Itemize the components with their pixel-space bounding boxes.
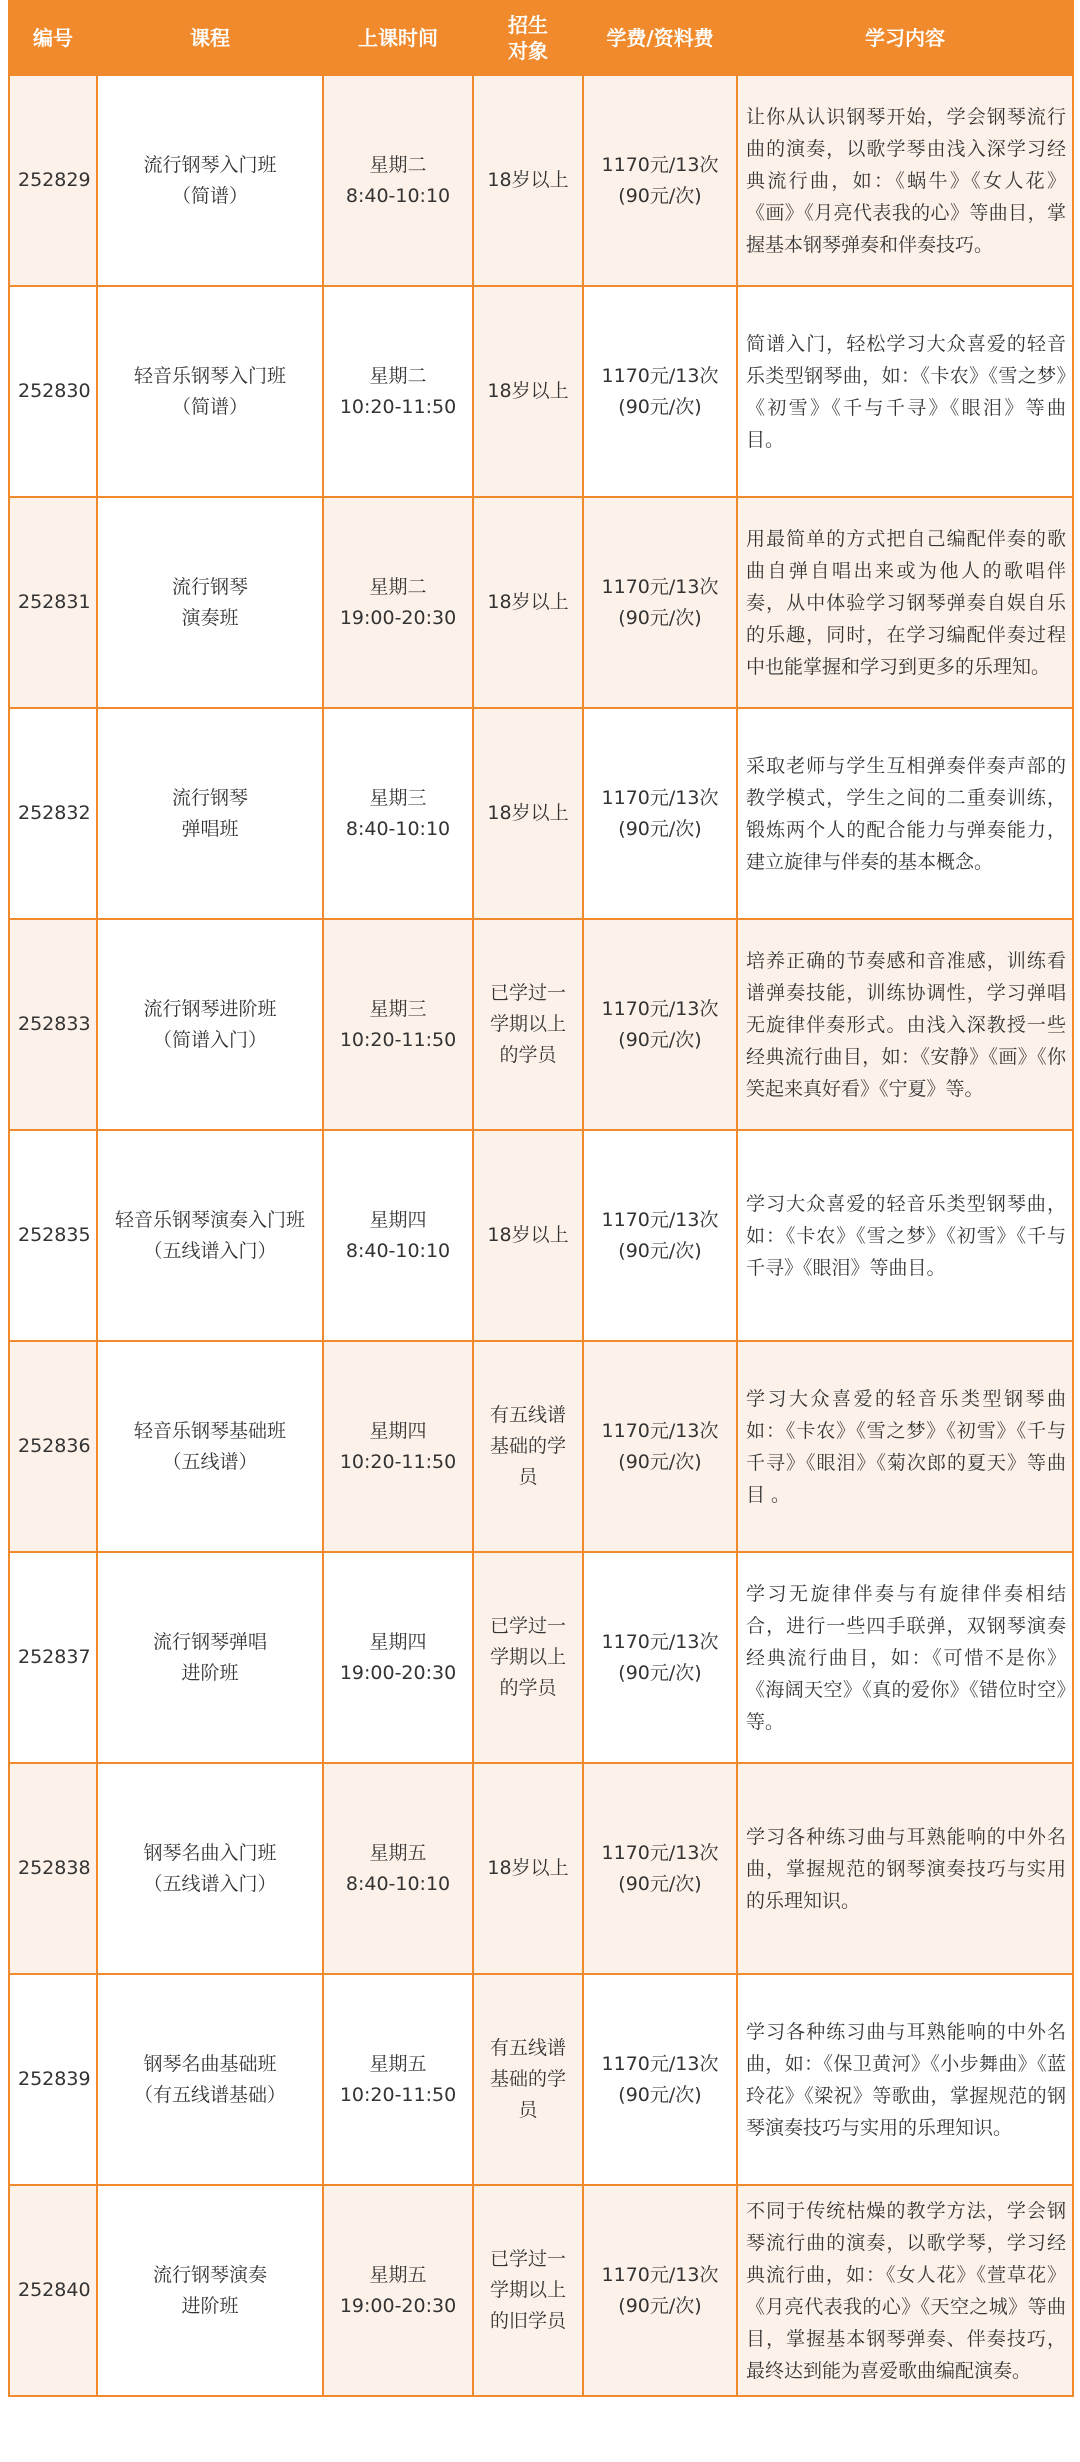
table-row	[9, 1341, 1073, 1552]
class-day: 星期四	[369, 1419, 427, 1442]
course-name-line1: 流行钢琴	[171, 575, 248, 598]
tuition-fee	[583, 1974, 737, 2185]
table-body	[9, 75, 1073, 2396]
class-time	[323, 1341, 473, 1552]
target-line2: 学期以上	[489, 2279, 566, 2301]
fee-per-class: (90元/次)	[618, 1028, 702, 1051]
class-hours: 10:20-11:50	[339, 2083, 457, 2106]
course-name-line2: 进阶班	[181, 2294, 239, 2317]
target-line1: 18岁以上	[487, 802, 569, 824]
course-name	[97, 708, 323, 919]
class-hours: 8:40-10:10	[345, 184, 451, 207]
enrollment-target	[473, 919, 583, 1130]
target-line3: 的学员	[499, 1044, 557, 1066]
header-target-line1: 招生	[508, 13, 548, 37]
class-day: 星期三	[369, 786, 427, 809]
class-day: 星期五	[369, 2052, 427, 2075]
table-row	[9, 2185, 1073, 2396]
enrollment-target	[473, 75, 583, 286]
fee-per-class: (90元/次)	[618, 2294, 702, 2317]
fee-per-class: (90元/次)	[618, 2083, 702, 2106]
target-line2: 基础的学	[489, 2068, 566, 2090]
course-content: 学习各种练习曲与耳熟能响的中外名曲，如：《保卫黄河》《小步舞曲》《蓝玲花》《梁祝》等歌曲，掌握规范的钢琴演奏技巧与实用的乐理知识。	[737, 1974, 1073, 2185]
target-line3: 的学员	[499, 1677, 557, 1699]
course-id: 252836	[9, 1341, 97, 1552]
course-id: 252832	[9, 708, 97, 919]
class-hours: 8:40-10:10	[345, 1872, 451, 1895]
course-content: 采取老师与学生互相弹奏伴奏声部的教学模式，学生之间的二重奏训练，锻炼两个人的配合能力与弹奏能力，建立旋律与伴奏的基本概念。	[737, 708, 1073, 919]
course-name-line1: 轻音乐钢琴入门班	[133, 364, 286, 387]
fee-total: 1170元/13次	[601, 2052, 719, 2075]
course-name-line1: 轻音乐钢琴演奏入门班	[114, 1208, 305, 1231]
course-name-line2: （五线谱入门）	[143, 1872, 277, 1895]
enrollment-target	[473, 2185, 583, 2396]
course-content: 让你从认识钢琴开始，学会钢琴流行曲的演奏，以歌学琴由浅入深学习经典流行曲，如：《蜗牛》《女人花》《画》《月亮代表我的心》等曲目，掌握基本钢琴弹奏和伴奏技巧。	[737, 75, 1073, 286]
course-id: 252833	[9, 919, 97, 1130]
course-content: 学习大众喜爱的轻音乐类型钢琴曲 如：《卡农》《雪之梦》《初雪》《千与千寻》《眼泪》《菊次郎的夏天》等曲目 。	[737, 1341, 1073, 1552]
enrollment-target	[473, 497, 583, 708]
target-line1: 有五线谱	[489, 1404, 566, 1426]
course-name-line2: （简谱）	[171, 395, 248, 418]
header-id: 编号	[9, 1, 97, 75]
class-hours: 8:40-10:10	[345, 1239, 451, 1262]
course-content: 学习大众喜爱的轻音乐类型钢琴曲，如：《卡农》《雪之梦》《初雪》《千与千寻》《眼泪》等曲目。	[737, 1130, 1073, 1341]
course-name-line2: （简谱入门）	[152, 1028, 267, 1051]
fee-per-class: (90元/次)	[618, 184, 702, 207]
course-id: 252837	[9, 1552, 97, 1763]
tuition-fee	[583, 75, 737, 286]
course-id: 252829	[9, 75, 97, 286]
fee-total: 1170元/13次	[601, 2263, 719, 2286]
course-name-line2: （五线谱入门）	[143, 1239, 277, 1262]
target-line3: 的旧学员	[489, 2310, 566, 2332]
header-row	[9, 1, 1073, 75]
table-row	[9, 286, 1073, 497]
fee-total: 1170元/13次	[601, 575, 719, 598]
target-line1: 已学过一	[489, 2248, 566, 2270]
target-line1: 18岁以上	[487, 380, 569, 402]
fee-per-class: (90元/次)	[618, 1450, 702, 1473]
course-table	[8, 0, 1074, 2397]
class-hours: 10:20-11:50	[339, 395, 457, 418]
header-course: 课程	[97, 1, 323, 75]
class-time	[323, 708, 473, 919]
enrollment-target	[473, 286, 583, 497]
class-day: 星期四	[369, 1630, 427, 1653]
class-time	[323, 919, 473, 1130]
tuition-fee	[583, 1341, 737, 1552]
fee-total: 1170元/13次	[601, 997, 719, 1020]
target-line1: 已学过一	[489, 1615, 566, 1637]
target-line2: 基础的学	[489, 1435, 566, 1457]
tuition-fee	[583, 2185, 737, 2396]
course-content: 学习各种练习曲与耳熟能响的中外名曲，掌握规范的钢琴演奏技巧与实用的乐理知识。	[737, 1763, 1073, 1974]
class-day: 星期三	[369, 997, 427, 1020]
course-name-line2: 演奏班	[181, 606, 239, 629]
class-time	[323, 1974, 473, 2185]
course-id: 252830	[9, 286, 97, 497]
table-row	[9, 75, 1073, 286]
course-name-line1: 钢琴名曲基础班	[143, 2052, 277, 2075]
course-name	[97, 2185, 323, 2396]
class-time	[323, 1763, 473, 1974]
tuition-fee	[583, 286, 737, 497]
fee-per-class: (90元/次)	[618, 817, 702, 840]
tuition-fee	[583, 497, 737, 708]
target-line1: 18岁以上	[487, 169, 569, 191]
course-name-line1: 流行钢琴	[171, 786, 248, 809]
table-row	[9, 497, 1073, 708]
fee-per-class: (90元/次)	[618, 606, 702, 629]
table-row	[9, 1130, 1073, 1341]
course-content: 学习无旋律伴奏与有旋律伴奏相结合，进行一些四手联弹，双钢琴演奏经典流行曲目，如：《可惜不是你》《海阔天空》《真的爱你》《错位时空》等。	[737, 1552, 1073, 1763]
course-name	[97, 1974, 323, 2185]
course-id: 252838	[9, 1763, 97, 1974]
table-row	[9, 1552, 1073, 1763]
tuition-fee	[583, 708, 737, 919]
course-id: 252839	[9, 1974, 97, 2185]
target-line2: 学期以上	[489, 1646, 566, 1668]
fee-total: 1170元/13次	[601, 364, 719, 387]
course-name	[97, 497, 323, 708]
target-line1: 已学过一	[489, 982, 566, 1004]
fee-per-class: (90元/次)	[618, 1872, 702, 1895]
class-day: 星期二	[369, 153, 427, 176]
course-id: 252835	[9, 1130, 97, 1341]
class-hours: 19:00-20:30	[339, 2294, 457, 2317]
header-target	[473, 1, 583, 75]
fee-per-class: (90元/次)	[618, 395, 702, 418]
fee-per-class: (90元/次)	[618, 1661, 702, 1684]
course-name	[97, 1763, 323, 1974]
fee-total: 1170元/13次	[601, 153, 719, 176]
fee-total: 1170元/13次	[601, 1419, 719, 1442]
class-day: 星期二	[369, 575, 427, 598]
header-fee: 学费/资料费	[583, 1, 737, 75]
enrollment-target	[473, 1763, 583, 1974]
course-name	[97, 1130, 323, 1341]
class-time	[323, 75, 473, 286]
tuition-fee	[583, 1130, 737, 1341]
enrollment-target	[473, 708, 583, 919]
course-name-line2: （有五线谱基础）	[133, 2083, 286, 2106]
course-content: 简谱入门，轻松学习大众喜爱的轻音乐类型钢琴曲，如：《卡农》《雪之梦》《初雪》《千与千寻》《眼泪》等曲目。	[737, 286, 1073, 497]
table-header	[9, 1, 1073, 75]
header-target-line2: 对象	[508, 39, 548, 63]
course-name-line1: 流行钢琴弹唱	[152, 1630, 267, 1653]
fee-total: 1170元/13次	[601, 1630, 719, 1653]
tuition-fee	[583, 919, 737, 1130]
target-line1: 有五线谱	[489, 2037, 566, 2059]
course-name-line2: 弹唱班	[181, 817, 239, 840]
table-row	[9, 919, 1073, 1130]
class-time	[323, 497, 473, 708]
course-name	[97, 919, 323, 1130]
course-name	[97, 1341, 323, 1552]
enrollment-target	[473, 1974, 583, 2185]
header-content: 学习内容	[737, 1, 1073, 75]
fee-total: 1170元/13次	[601, 1208, 719, 1231]
class-hours: 10:20-11:50	[339, 1450, 457, 1473]
course-name-line1: 流行钢琴演奏	[152, 2263, 267, 2286]
class-day: 星期四	[369, 1208, 427, 1231]
class-day: 星期五	[369, 2263, 427, 2286]
course-name-line1: 轻音乐钢琴基础班	[133, 1419, 286, 1442]
target-line3: 员	[518, 2099, 538, 2121]
class-time	[323, 1552, 473, 1763]
target-line1: 18岁以上	[487, 1857, 569, 1879]
class-day: 星期五	[369, 1841, 427, 1864]
fee-total: 1170元/13次	[601, 1841, 719, 1864]
fee-per-class: (90元/次)	[618, 1239, 702, 1262]
class-hours: 19:00-20:30	[339, 1661, 457, 1684]
course-name	[97, 286, 323, 497]
course-name-line1: 流行钢琴入门班	[143, 153, 277, 176]
course-id: 252840	[9, 2185, 97, 2396]
course-schedule	[8, 0, 1072, 2397]
course-name-line1: 钢琴名曲入门班	[143, 1841, 277, 1864]
class-hours: 10:20-11:50	[339, 1028, 457, 1051]
tuition-fee	[583, 1552, 737, 1763]
target-line1: 18岁以上	[487, 1224, 569, 1246]
course-name-line2: （五线谱）	[162, 1450, 258, 1473]
course-name-line2: 进阶班	[181, 1661, 239, 1684]
header-time: 上课时间	[323, 1, 473, 75]
table-row	[9, 1763, 1073, 1974]
target-line1: 18岁以上	[487, 591, 569, 613]
course-name	[97, 1552, 323, 1763]
enrollment-target	[473, 1341, 583, 1552]
target-line3: 员	[518, 1466, 538, 1488]
fee-total: 1170元/13次	[601, 786, 719, 809]
course-id: 252831	[9, 497, 97, 708]
class-time	[323, 2185, 473, 2396]
table-row	[9, 708, 1073, 919]
class-day: 星期二	[369, 364, 427, 387]
table-row	[9, 1974, 1073, 2185]
tuition-fee	[583, 1763, 737, 1974]
target-line2: 学期以上	[489, 1013, 566, 1035]
enrollment-target	[473, 1130, 583, 1341]
class-hours: 8:40-10:10	[345, 817, 451, 840]
course-name-line1: 流行钢琴进阶班	[143, 997, 277, 1020]
course-name-line2: （简谱）	[171, 184, 248, 207]
class-time	[323, 1130, 473, 1341]
course-content: 不同于传统枯燥的教学方法，学会钢琴流行曲的演奏，以歌学琴，学习经典流行曲，如：《女人花》《萱草花》《月亮代表我的心》《天空之城》等曲目，掌握基本钢琴弹奏、伴奏技巧，最终达到能为喜爱歌曲编配演奏。	[737, 2185, 1073, 2396]
course-content: 用最简单的方式把自己编配伴奏的歌曲自弹自唱出来或为他人的歌唱伴奏，从中体验学习钢琴弹奏自娱自乐的乐趣，同时，在学习编配伴奏过程中也能掌握和学习到更多的乐理知。	[737, 497, 1073, 708]
enrollment-target	[473, 1552, 583, 1763]
class-time	[323, 286, 473, 497]
class-hours: 19:00-20:30	[339, 606, 457, 629]
course-content: 培养正确的节奏感和音准感，训练看谱弹奏技能，训练协调性，学习弹唱无旋律伴奏形式。由浅入深教授一些经典流行曲目，如：《安静》《画》《你笑起来真好看》《宁夏》等。	[737, 919, 1073, 1130]
course-name	[97, 75, 323, 286]
